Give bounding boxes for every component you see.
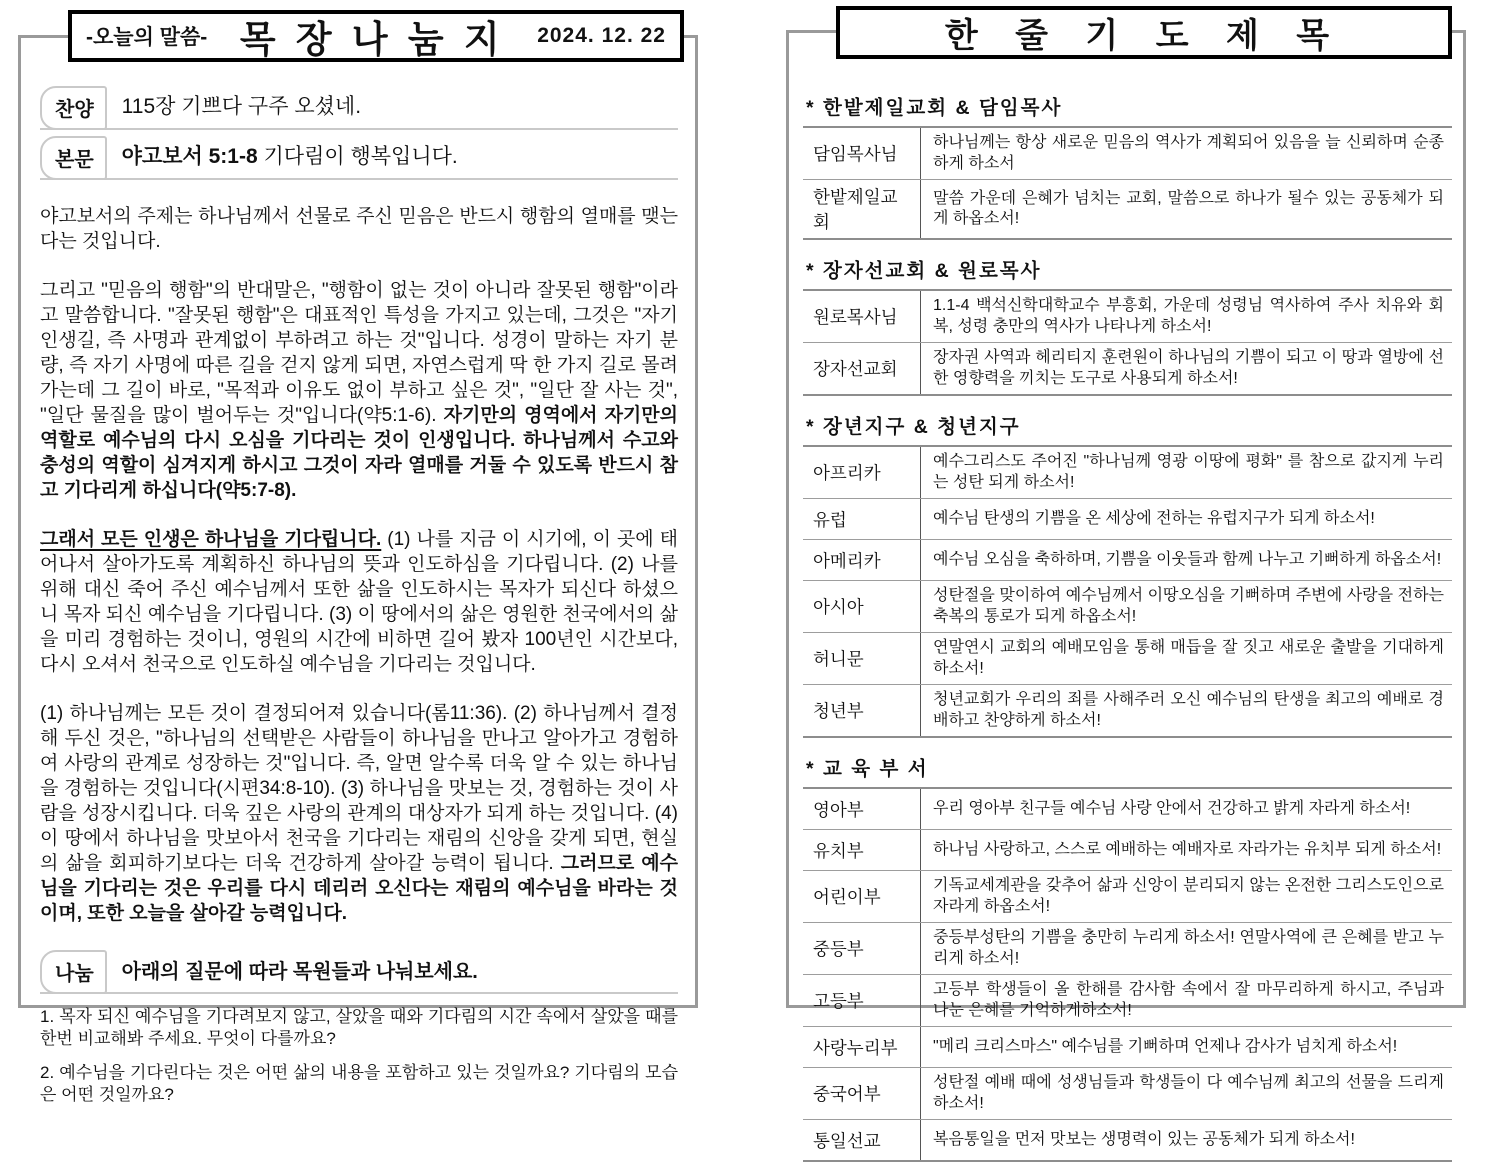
prayer-row-text: 복음통일을 먼저 맛보는 생명력이 있는 공동체가 되게 하소서!	[933, 1130, 1355, 1148]
prayer-row-text: 성탄절을 맞이하여 예수님께서 이땅오심을 기뻐하며 주변에 사랑을 전하는 축복의 통로가 되게 하옵소서!	[933, 587, 1444, 625]
sermon-body	[40, 204, 678, 926]
page-title: 목 장 나 눔 지	[239, 19, 505, 60]
prayer-row-text: 성탄절 예배 때에 성생님들과 학생들이 다 예수님께 최고의 선물을 드리게 하소서!	[933, 1074, 1444, 1112]
hymn-row	[40, 84, 678, 130]
prayer-row-label: 영아부	[803, 789, 921, 829]
right-title-box	[836, 6, 1452, 59]
prayer-row	[803, 685, 1452, 736]
prayer-row-label: 어린이부	[803, 871, 921, 922]
prayer-row-label: 장자선교회	[803, 343, 921, 394]
prayer-section-title: * 한밭제일교회 & 담임목사	[806, 97, 1063, 119]
prayer-row-label: 허니문	[803, 633, 921, 684]
prayer-row-label: 한밭제일교회	[803, 180, 921, 238]
prayer-row	[803, 633, 1452, 685]
prayer-row-label: 아메리카	[803, 540, 921, 580]
prayer-row	[803, 499, 1452, 540]
prayer-row-label: 유럽	[803, 499, 921, 539]
prayer-row-text: 말씀 가운데 은혜가 넘치는 교회, 말씀으로 하나가 될수 있는 공동체가 되게 하옵소서!	[933, 189, 1444, 227]
prayer-table	[803, 289, 1452, 396]
prayer-table	[803, 445, 1452, 738]
prayer-table	[803, 787, 1452, 1162]
prayer-row-text: 장자권 사역과 헤리티지 훈련원이 하나님의 기쁨이 되고 이 땅과 열방에 선한 영향력을 끼치는 도구로 사용되게 하소서!	[933, 349, 1444, 387]
prayer-row	[803, 923, 1452, 975]
left-page	[18, 19, 698, 1104]
prayer-row	[803, 447, 1452, 499]
prayer-row-text: 청년교회가 우리의 죄를 사해주러 오신 예수님의 탄생을 최고의 예배로 경배하고 찬양하게 하소서!	[933, 691, 1444, 729]
prayer-table	[803, 126, 1452, 240]
prayer-row	[803, 128, 1452, 180]
prayer-row-label: 원로목사님	[803, 291, 921, 342]
prayer-row-label: 고등부	[803, 975, 921, 1026]
prayer-row	[803, 291, 1452, 343]
prayer-row-label: 아시아	[803, 581, 921, 632]
body-segment: 야고보서의 주제는 하나님께서 선물로 주신 믿음은 반드시 행함의 열매를 맺는다는 것입니다.	[40, 206, 678, 252]
prayer-row-label: 통일선교	[803, 1120, 921, 1160]
prayer-row-label: 청년부	[803, 685, 921, 736]
body-segment: (1) 나를 지금 이 시기에, 이 곳에 태어나서 살아가도록 계획하신 하나님의 뜻과 인도하심을 기다립니다. (2) 나를 위해 대신 죽어 주신 예수님께서 또한 삶을 인도하시는 목자가 되신다 하셨으니 목자 되신 예수님을 기다립니다. (3) 이 땅에서의 삶은 영원한 천국에서의 삶을 미리 경험하는 것이니, 영원의 시간에 비하면 길어 봤자 100년인 시간보다, 다시 오셔서 천국으로 인도하실 예수님을 기다리는 것입니다.	[40, 529, 678, 675]
body-segment: (1) 하나님께는 모든 것이 결정되어져 있습니다(롬11:36). (2) 하나님께서 결정해 두신 것은, "하나님의 선택받은 사람들이 하나님을 만나고 알아가고 경험하여 사랑의 관계로 성장하는 것"입니다. 즉, 알면 알수록 더욱 알 수 있는 하나님을 경험하는 것입니다(시편34:8-10). (3) 하나님을 맛보는 것, 경험하는 것이 사람을 성장시킵니다. 더욱 깊은 사랑의 관계의 대상자가 되게 하는 것입니다. (4) 이 땅에서 하나님을 맛보아서 천국을 기다리는 재림의 신앙을 갖게 되면, 현실의 삶을 회피하기보다는 더욱 건강하게 살아갈 능력이 됩니다.	[40, 703, 678, 874]
prayer-row-text: 연말연시 교회의 예배모임을 통해 매듭을 잘 짓고 새로운 출발을 기대하게 하소서!	[933, 639, 1444, 677]
left-content	[21, 38, 695, 1106]
prayer-row-label: 사랑누리부	[803, 1027, 921, 1067]
prayer-row-text: 기독교세계관을 갖추어 삶과 신앙이 분리되지 않는 온전한 그리스도인으로 자라게 하옵소서!	[933, 877, 1444, 915]
prayer-row	[803, 975, 1452, 1027]
scripture-row	[40, 134, 678, 180]
prayer-section-title: * 장년지구 & 청년지구	[806, 416, 1021, 438]
scripture-text	[107, 140, 458, 178]
prayer-row	[803, 871, 1452, 923]
page-date: 2024. 12. 22	[537, 24, 666, 47]
prayer-section-title: * 교 육 부 서	[806, 758, 929, 780]
body-segment: 그러므로 예수님을 기다리는 것은 우리를 다시 데리러 오신다는 재림의 예수님을 바라는 것이며, 또한 오늘을 살아갈 능력입니다.	[40, 853, 678, 924]
body-paragraph	[40, 701, 678, 926]
scripture-ref: 야고보서 5:1-8	[121, 145, 258, 168]
prayer-row-text: "메리 크리스마스" 예수님를 기뻐하며 언제나 감사가 넘치게 하소서!	[933, 1037, 1398, 1055]
prayer-row-label: 담임목사님	[803, 128, 921, 179]
prayer-row	[803, 180, 1452, 238]
prayer-row-label: 중국어부	[803, 1068, 921, 1119]
body-segment: 그래서 모든 인생은 하나님을 기다립니다.	[40, 529, 382, 550]
sharing-question: 1. 목자 되신 예수님을 기다려보지 않고, 살았을 때와 기다림의 시간 속에서 살았을 때를 한번 비교해봐 주세요. 무엇이 다를까요?	[40, 1007, 678, 1048]
prayer-row-text: 고등부 학생들이 올 한해를 감사함 속에서 잘 마무리하게 하시고, 주님과 나눈 은혜를 기억하게하소서!	[933, 981, 1444, 1019]
scripture-label: 본문	[40, 136, 107, 180]
sharing-question: 2. 예수님을 기다린다는 것은 어떤 삶의 내용을 포함하고 있는 것일까요? 기다림의 모습은 어떤 것일까요?	[40, 1063, 678, 1104]
prayer-row-text: 예수그리스도 주어진 "하나님께 영광 이땅에 평화" 를 참으로 값지게 누리는 성탄 되게 하소서!	[933, 453, 1444, 491]
sharing-row	[40, 950, 678, 994]
sharing-questions	[40, 1006, 678, 1106]
scripture-subtitle: 기다림이 행복입니다.	[257, 145, 458, 168]
prayer-row-text: 예수님 오심을 축하하며, 기쁨을 이웃들과 함께 나누고 기뻐하게 하옵소서!	[933, 550, 1442, 568]
body-segment: 그리고 "믿음의 행함"의 반대말은, "행함이 없는 것이 아니라 잘못된 행함"이라고 말씀합니다. "잘못된 행함"은 대표적인 특성을 가지고 있는데, 그것은 "자기 인생길, 즉 사명과 관계없이 부하려고 하는 것"입니다. 성경이 말하는 자기 분량, 즉 자기 사명에 따른 길을 걷지 않게 되면, 자연스럽게 딱 한 가지 길로 몰려가는데 그 길이 바로, "목적과 이유도 없이 부하고 싶은 것", "일단 잘 사는 것", "일단 물질을 많이 벌어두는 것"입니다(약5:1-6).	[40, 280, 678, 426]
prayer-sections	[789, 33, 1463, 1162]
sharing-label: 나눔	[40, 950, 107, 994]
prayer-row	[803, 1120, 1452, 1160]
right-page	[786, 17, 1466, 1151]
sharing-intro: 아래의 질문에 따라 목원들과 나눠보세요.	[121, 961, 478, 983]
prayer-row-text: 1.1-4 백석신학대학교수 부흥회, 가운데 성령님 역사하여 주사 치유와 회복, 성령 충만의 역사가 나타나게 하소서!	[933, 297, 1444, 335]
prayer-row	[803, 1068, 1452, 1120]
prayer-page-title: 한 줄 기 도 제 목	[944, 17, 1344, 55]
prayer-row-label: 아프리카	[803, 447, 921, 498]
body-paragraph	[40, 527, 678, 677]
prayer-row-text: 중등부성탄의 기쁨을 충만히 누리게 하소서! 연말사역에 큰 은혜를 받고 누리게 하소서!	[933, 929, 1444, 967]
prayer-row-label: 유치부	[803, 830, 921, 870]
kicker-label: -오늘의 말씀-	[86, 26, 208, 49]
body-paragraph	[40, 204, 678, 254]
hymn-text: 115장 기쁘다 구주 오셨네.	[121, 95, 362, 118]
prayer-row	[803, 830, 1452, 871]
prayer-row	[803, 540, 1452, 581]
prayer-row	[803, 1027, 1452, 1068]
prayer-row-text: 예수님 탄생의 기쁨을 온 세상에 전하는 유럽지구가 되게 하소서!	[933, 509, 1375, 527]
prayer-row-text: 하나님께는 항상 새로운 믿음의 역사가 계획되어 있음을 늘 신뢰하며 순종하게 하소서	[933, 134, 1444, 172]
prayer-row-text: 하나님 사랑하고, 스스로 예배하는 예배자로 자라가는 유치부 되게 하소서!	[933, 840, 1442, 858]
prayer-row	[803, 581, 1452, 633]
prayer-row	[803, 789, 1452, 830]
body-segment: 자기만의 영역에서 자기만의 역할로 예수님의 다시 오심을 기다리는 것이 인생입니다. 하나님께서 수고와 충성의 역할이 심겨지게 하시고 그것이 자라 열매를 거둘 수 있도록 반드시 참고 기다리게 하십니다(약5:7-8).	[40, 405, 678, 501]
prayer-section-title: * 장자선교회 & 원로목사	[806, 260, 1042, 282]
left-title-box	[68, 10, 684, 62]
prayer-row-text: 우리 영아부 친구들 예수님 사랑 안에서 건강하고 밝게 자라게 하소서!	[933, 799, 1411, 817]
body-paragraph	[40, 278, 678, 503]
prayer-row	[803, 343, 1452, 394]
hymn-label: 찬양	[40, 86, 107, 130]
prayer-row-label: 중등부	[803, 923, 921, 974]
